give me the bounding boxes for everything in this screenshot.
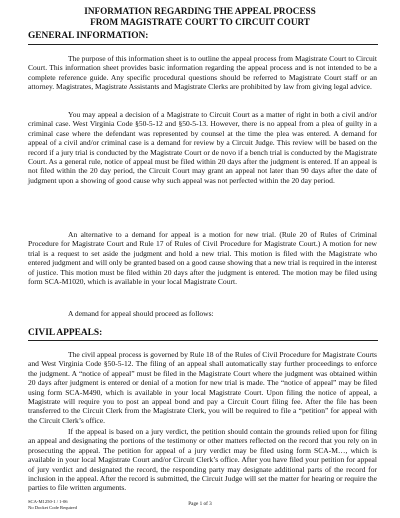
civil-paragraph-2: If the appeal is based on a jury verdict, the petition should contain the grounds relied upon for filing an appeal and designating the portions of the testimony or other matters reflected on the record that you rely on in prosecuting the appeal. The petition for appeal of a jury verdict may be filed using form SCA-M…, which is available in your local Magistrate Court and/or Circuit Clerk’s office. After you have filed your petition for appeal of jury verdict and designated the record, the responding party may designate additional parts of the record for inclusion in the appeal. After the record is submitted, the Circuit Judge will set the matter for hearing or require the parties to file written arguments. bbox=[28, 427, 377, 493]
general-information-heading: GENERAL INFORMATION: bbox=[28, 31, 149, 41]
civil-heading-rule bbox=[28, 340, 378, 341]
general-paragraph-2: You may appeal a decision of a Magistrate to Circuit Court as a matter of right in both a civil and/or criminal case. West Virginia Code §50-5-12 and §50-5-13. However, there is no appeal from a plea of guilty in a criminal case where the defendant was represented by counsel at the time the plea was entered. A demand for appeal of a civil and/or criminal case is a demand for review by a Circuit Judge. This review will be based on the record if a jury trial is conducted by the Magistrate Court or de novo if a bench trial is conducted by the Magistrate Court. As a general rule, notice of appeal must be filed within 20 days after the judgment is entered. If an appeal is not filed within the 20 day period, the Circuit Court may grant an appeal not later than 90 days after the date of judgment upon a showing of good cause why such appeal was not perfected within the 20 day period. bbox=[28, 110, 377, 185]
form-note: No Docket Code Required bbox=[28, 504, 77, 510]
general-paragraph-1: The purpose of this information sheet is to outline the appeal process from Magistrate Court to Circuit Court. This information sheet provides basic information regarding the appeal process and is not intended to be a complete reference guide. Any specific procedural questions should be referred to Magistrate Court staff or an attorney. Magistrates, Magistrate Assistants and Magistrate Clerks are prohibited by law from giving legal advice. bbox=[28, 54, 377, 92]
general-heading-rule bbox=[28, 44, 378, 45]
title-line-2: FROM MAGISTRATE COURT TO CIRCUIT COURT bbox=[90, 17, 310, 27]
title-line-1: INFORMATION REGARDING THE APPEAL PROCESS bbox=[84, 6, 316, 16]
document-title bbox=[0, 6, 400, 28]
page-number: Page 1 of 3 bbox=[188, 501, 212, 507]
civil-appeals-heading: CIVIL APPEALS: bbox=[28, 328, 103, 338]
form-id: SCA-M1250-1 / 1-06 bbox=[28, 499, 68, 504]
general-paragraph-3: An alternative to a demand for appeal is a motion for new trial. (Rule 20 of Rules of Criminal Procedure for Magistrate Court and Rule 17 of Rules of Civil Procedure for Magistrate Court.) A motion for new trial is a request to set aside the judgment and hold a new trial. This motion is filed with the Magistrate who entered judgment and will only be granted based on a good cause showing that a new trial is required in the interest of justice. This motion must be filed within 20 days after the judgment is entered. The motion may be filed using form SCA-M1020, which is available in your local Magistrate Court. bbox=[28, 230, 377, 287]
general-paragraph-4: A demand for appeal should proceed as follows: bbox=[68, 309, 214, 318]
civil-paragraph-1: The civil appeal process is governed by Rule 18 of the Rules of Civil Procedure for Magistrate Courts and West Virginia Code §50-5-12. The filing of an appeal shall automatically stay further proceedings to enforce the judgment. A “notice of appeal” must be filed in the Magistrate Court where the judgment was obtained within 20 days after judgment is entered or denial of a motion for new trial is made. The “notice of appeal” may be filed using form SCA-M490, which is available in your local Magistrate Court. Upon filing the notice of appeal, a Magistrate will require you to post an appeal bond and pay a Circuit Court filing fee. After the file has been transferred to the Circuit Clerk from the Magistrate Clerk, you will be required to file a “petition” for appeal with the Circuit Clerk’s office. bbox=[28, 350, 377, 425]
